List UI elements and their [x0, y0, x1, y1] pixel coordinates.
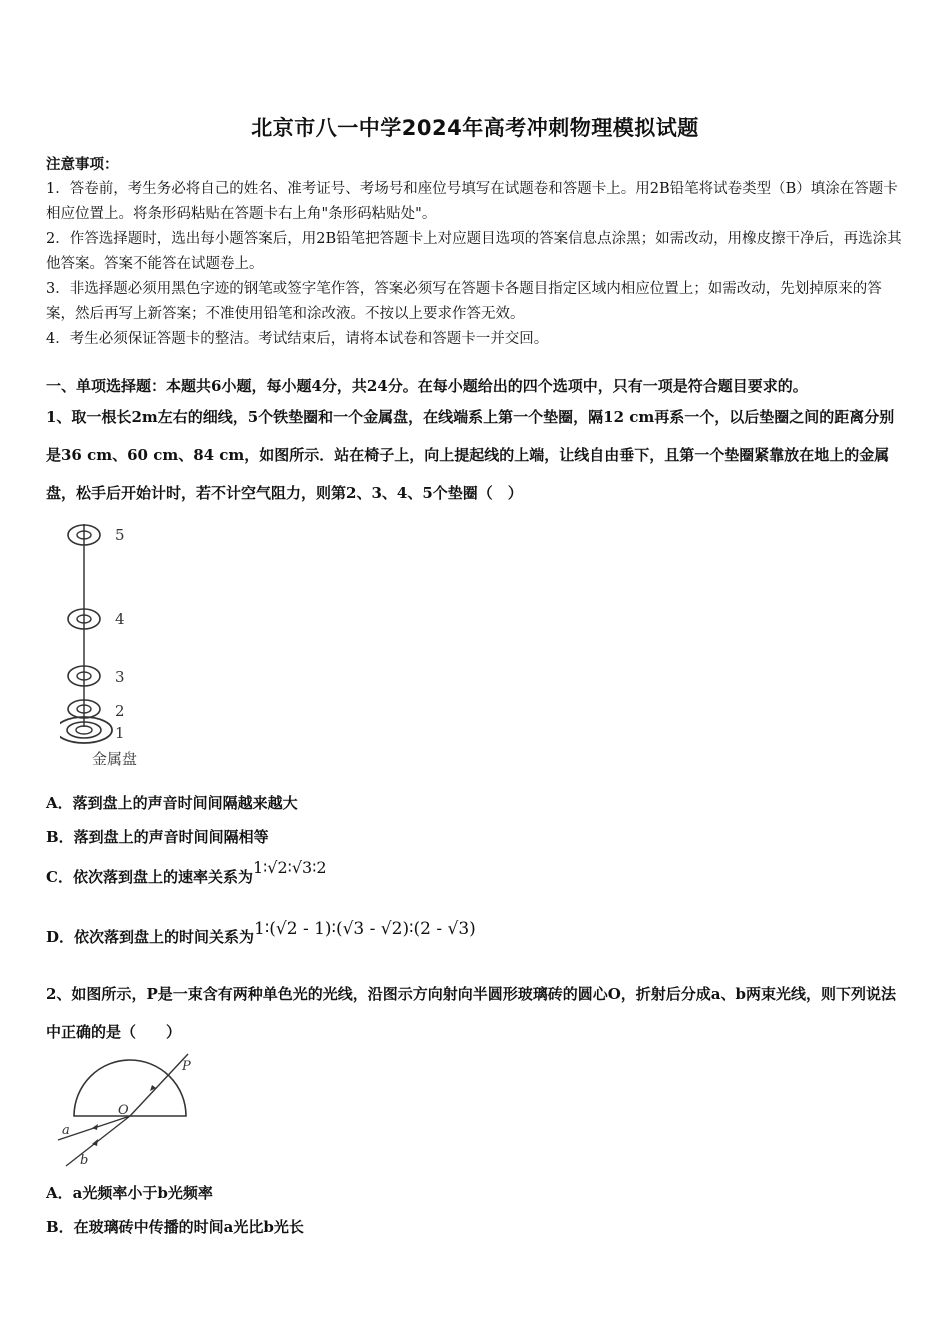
option-d — [46, 919, 476, 947]
option-b: B．落到盘上的声音时间间隔相等 — [46, 828, 269, 846]
option-c — [46, 858, 327, 887]
notice-item: 3．非选择题必须用黑色字迹的钢笔或签字笔作答，答案必须写在答题卡各题目指定区域内相应位置上；如需改动，先划掉原来的答案，然后再写上新答案；不准使用铅笔和涂改液。不按以上要求作答无效。 — [46, 281, 882, 322]
washer-label: 3 — [115, 668, 125, 686]
washer-label: 4 — [115, 610, 125, 628]
option-d-formula: 1∶(√2 - 1)∶(√3 - √2)∶(2 - √3) — [254, 919, 476, 939]
notice-item: 1．答卷前，考生务必将自己的姓名、准考证号、考场号和座位号填写在试题卷和答题卡上。用2B铅笔将试卷类型（B）填涂在答题卡相应位置上。将条形码粘贴在答题卡右上角"条形码粘贴处"。 — [46, 181, 898, 222]
option-a: A．落到盘上的声音时间间隔越来越大 — [46, 794, 298, 812]
label-a: a — [62, 1123, 70, 1138]
washer-label: 2 — [115, 702, 125, 720]
figure-caption: 金属盘 — [92, 750, 138, 768]
metal-plate — [60, 717, 112, 743]
label-o: O — [118, 1103, 129, 1118]
ray-arrow — [92, 1124, 98, 1130]
washer-label: 5 — [115, 526, 125, 544]
glass-brick-figure — [52, 1048, 212, 1173]
notice-heading: 注意事项： — [46, 156, 119, 173]
label-b: b — [80, 1153, 89, 1168]
option-c-formula: 1∶√2∶√3∶2 — [252, 858, 327, 877]
ray-b — [66, 1116, 130, 1166]
notice-section — [46, 152, 906, 352]
page-title: 北京市八一中学2024年高考冲刺物理模拟试题 — [251, 116, 699, 140]
question-2-stem: 2、如图所示，P是一束含有两种单色光的光线，沿图示方向射向半圆形玻璃砖的圆心O，折射后分成a、b两束光线，则下列说法中正确的是（ ） — [46, 985, 896, 1041]
incident-ray — [130, 1054, 188, 1116]
option-c-text: C．依次落到盘上的速率关系为 — [46, 868, 253, 886]
option-d-text: D．依次落到盘上的时间关系为 — [46, 928, 255, 946]
notice-item: 2．作答选择题时，选出每小题答案后，用2B铅笔把答题卡上对应题目选项的答案信息点涂黑；如需改动，用橡皮擦干净后，再选涂其他答案。答案不能答在试题卷上。 — [46, 231, 902, 272]
washer-label: 1 — [115, 724, 125, 742]
notice-item: 4．考生必须保证答题卡的整洁。考试结束后，请将本试卷和答题卡一并交回。 — [46, 331, 549, 347]
section-heading: 一、单项选择题：本题共6小题，每小题4分，共24分。在每小题给出的四个选项中，只有一项是符合题目要求的。 — [46, 377, 808, 395]
q2-option-a: A．a光频率小于b光频率 — [46, 1184, 213, 1202]
label-p: P — [182, 1059, 191, 1074]
q2-option-b: B．在玻璃砖中传播的时间a光比b光长 — [46, 1218, 304, 1236]
question-1-stem: 1、取一根长2m左右的细线，5个铁垫圈和一个金属盘，在线端系上第一个垫圈，隔12 cm再系一个，以后垫圈之间的距离分别是36 cm、60 cm、84 cm，如图所示．站在椅子上，向上提起线的上端，让线自由垂下，且第一个垫圈紧靠放在地上的金属盘，松手后开始计时，若不计空气阻力，则第2、3、4、5个垫圈（ ） — [46, 408, 895, 502]
washer-figure — [60, 512, 180, 772]
semicircle-glass — [74, 1060, 186, 1116]
